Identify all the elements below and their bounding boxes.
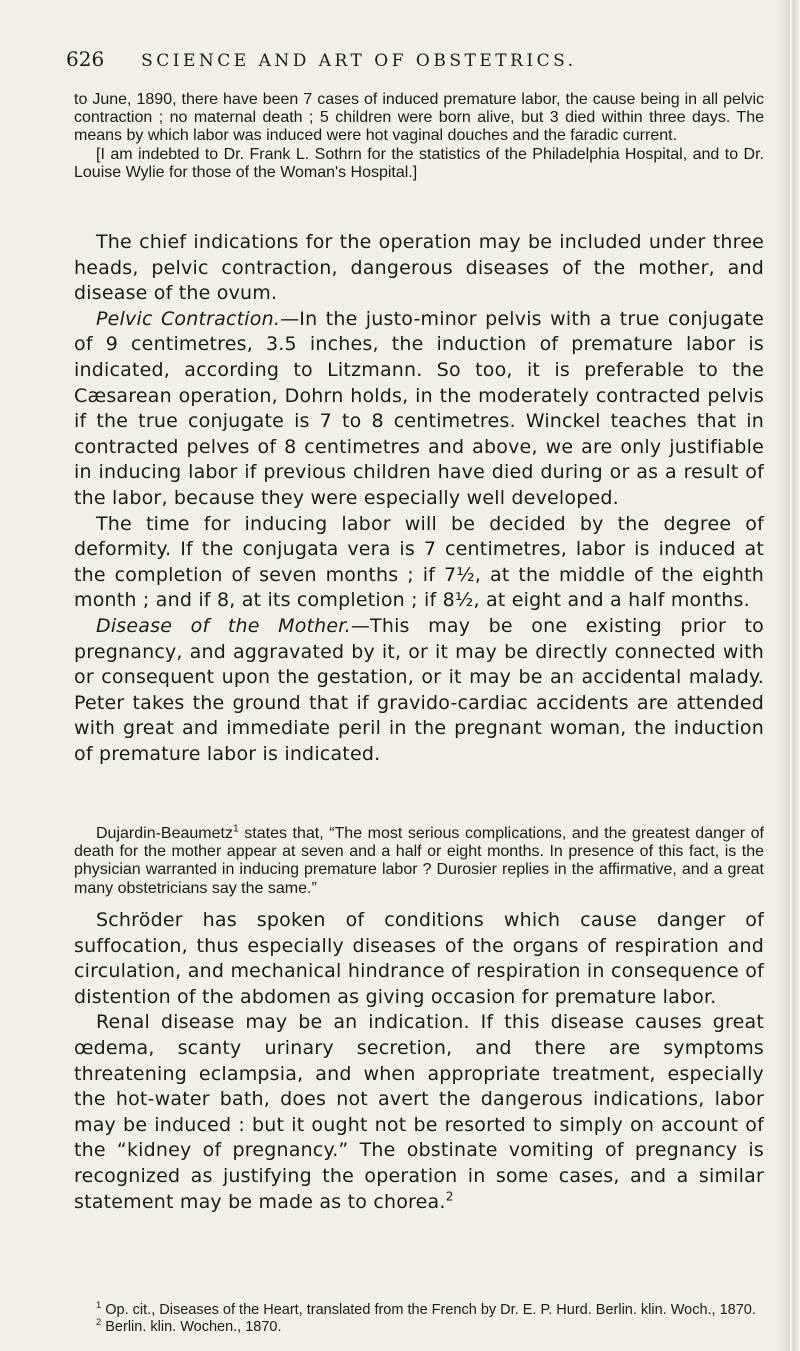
main-text (74, 230, 764, 767)
pelvic-contraction-heading: Pelvic Contraction. (96, 307, 281, 330)
disease-of-mother-text: —This may be one existing prior to pregnancy, and aggravated by it, or it may be directly connected with or consequent upon the gestation, or it may be an accidental malady. Peter takes the ground that if gravido-cardiac accidents are attended with great and immediate peril in the pregnant woman, the induction of premature labor is indicated. (74, 614, 764, 765)
footnote-2-text: Berlin. klin. Wochen., 1870. (105, 1318, 282, 1335)
indications-paragraph: The chief indications for the operation may be included under three heads, pelvic contraction, dangerous diseases of the mother, and disease of the ovum. (74, 231, 764, 305)
acknowledgement-paragraph: [I am indebted to Dr. Frank L. Sothrn for the statistics of the Philadelphia Hospital, and to Dr. Louise Wylie for those of the Woman's Hospital.] (74, 145, 764, 181)
footnote-ref-1: 1 (232, 823, 239, 835)
footnote-2 (74, 1315, 764, 1336)
footnote-1-mark: 1 (96, 1299, 102, 1311)
page-number: 626 (66, 47, 105, 71)
renal-disease-text: Renal disease may be an indication. If this disease causes great œdema, scanty urinary secretion, and there are symptoms threatening eclampsia, and when appropriate treatment, especially the hot-water bath, does not avert the dangerous indications, labor may be induced : but it ought not be resorted to simply on account of the “kidney of pregnancy.” The obstinate vomiting of pregnancy is recognized as justifying the operation in some cases, and a similar statement may be made as to chorea. (74, 1011, 764, 1213)
quotation-paragraph (74, 825, 764, 898)
footnote-1 (74, 1299, 764, 1319)
intro-paragraph: to June, 1890, there have been 7 cases of induced premature labor, the cause being in all pelvic contraction ; no maternal death ; 5 children were born alive, but 3 died within three days. The means by which labor was induced were hot vaginal douches and the faradic current. (74, 91, 764, 145)
pelvic-contraction-text: —In the justo-minor pelvis with a true conjugate of 9 centimetres, 3.5 inches, the induction of premature labor is indicated, according to Litzmann. So too, it is preferable to the Cæsarean operation, Dohrn holds, in the moderately contracted pelvis if the true conjugate is 7 to 8 centimetres. Winckel teaches that in contracted pelves of 8 centimetres and above, we are only justifiable in inducing labor if previous children have died during or as a result of the labor, because they were especially well developed. (74, 307, 765, 509)
running-title: SCIENCE AND ART OF OBSTETRICS. (141, 51, 577, 71)
intro-text (74, 91, 764, 182)
footnote-ref-2: 2 (445, 1189, 454, 1204)
closing-text (74, 908, 764, 1215)
renal-disease-paragraph (74, 1010, 764, 1215)
page-edge (778, 0, 800, 1351)
disease-of-mother-paragraph (74, 614, 764, 768)
footnote-1-text: Op. cit., Diseases of the Heart, translated from the French by Dr. E. P. Hurd. Berlin. klin. Woch., 1870. (105, 1302, 756, 1318)
quote-text: states that, “The most serious complications, and the greatest danger of death for the mother appear at seven and a half or eight months. In presence of this fact, is the physician warranted in inducing premature labor ? Durosier replies in the affirmative, and a great many obstetricians say the same.” (74, 825, 764, 897)
schroder-paragraph: Schröder has spoken of conditions which cause danger of suffocation, thus especially diseases of the organs of respiration and circulation, and mechanical hindrance of respiration in consequence of distention of the abdomen as giving occasion for premature labor. (74, 909, 764, 1008)
disease-of-mother-heading: Disease of the Mother. (96, 614, 351, 637)
quote-author: Dujardin-Beaumetz (96, 825, 233, 842)
timing-paragraph: The time for inducing labor will be decided by the degree of deformity. If the conjugata vera is 7 centimetres, labor is induced at the completion of seven months ; if 7½, at the middle of the eighth month ; and if 8, at its completion ; if 8½, at eight and a half months. (74, 512, 764, 612)
footnote-2-mark: 2 (96, 1315, 102, 1327)
page-header (66, 47, 746, 77)
quotation-block (74, 825, 764, 898)
pelvic-contraction-paragraph (74, 307, 764, 512)
footnotes (74, 1299, 764, 1335)
